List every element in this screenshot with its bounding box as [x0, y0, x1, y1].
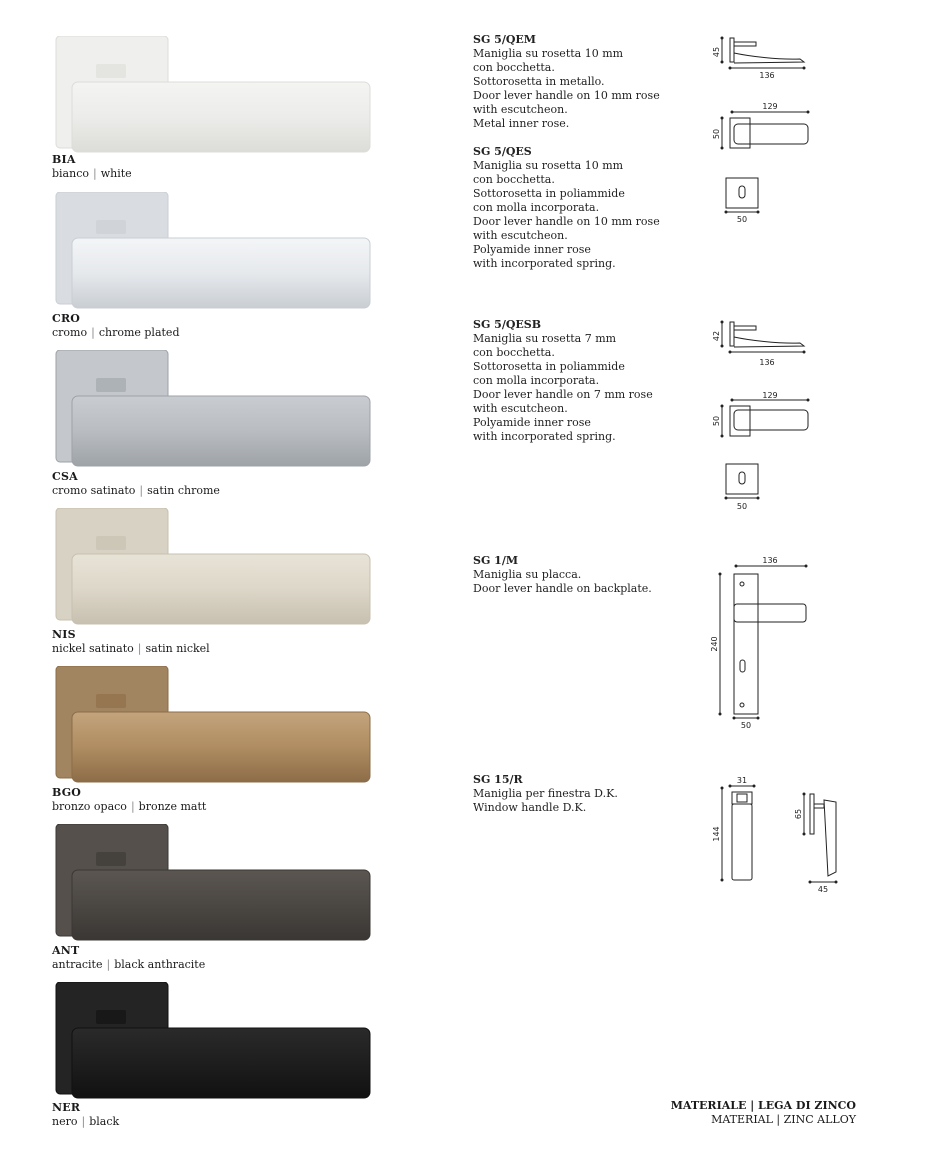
product-line: con bocchetta.	[473, 173, 555, 186]
finish-name	[52, 326, 179, 340]
dim-width: 50	[736, 502, 748, 511]
dim-length: 129	[762, 391, 778, 400]
finish-italian: antracite	[52, 958, 103, 971]
separator: |	[139, 484, 144, 497]
drawing-escutcheon	[718, 460, 768, 514]
finish-code: NIS	[52, 628, 76, 641]
material-italian: MATERIALE | LEGA DI ZINCO	[670, 1099, 856, 1112]
finish-english: satin chrome	[147, 484, 220, 497]
handle-image	[52, 508, 382, 626]
escutcheon-drawing	[718, 172, 768, 228]
drawing-escutcheon	[718, 172, 768, 228]
product-line: Metal inner rose.	[473, 117, 570, 130]
finish-caption	[52, 470, 220, 498]
product-line: Door lever handle on 10 mm rose	[473, 89, 660, 102]
handle-image	[52, 192, 382, 310]
separator: |	[93, 167, 97, 180]
dim-height: 42	[712, 330, 721, 342]
dim-length: 136	[759, 71, 775, 80]
product-line: with escutcheon.	[473, 229, 568, 242]
product-code: SG 5/QESB	[473, 318, 542, 331]
finish-code: NER	[52, 1101, 81, 1114]
dim-width: 31	[736, 776, 748, 785]
handle-top-drawing	[708, 390, 818, 446]
handle-image	[52, 350, 382, 468]
product-code: SG 5/QES	[473, 145, 532, 158]
drawing-window-handle-front	[706, 772, 766, 886]
handle-side-drawing	[708, 34, 818, 84]
finish-code: BGO	[52, 786, 82, 799]
drawing-side-view	[708, 34, 818, 84]
finish-name	[52, 642, 210, 656]
product-line: Sottorosetta in metallo.	[473, 75, 605, 88]
product-line: Sottorosetta in poliammide	[473, 187, 625, 200]
handle-image	[52, 982, 382, 1100]
finish-name	[52, 1115, 119, 1129]
product-sg5-qem	[473, 33, 660, 131]
window-handle-side-drawing	[790, 790, 850, 896]
drawing-side-view	[708, 318, 818, 372]
finish-name	[52, 958, 205, 972]
finish-italian: nickel satinato	[52, 642, 134, 655]
drawing-window-handle-side	[790, 790, 850, 896]
separator: |	[81, 1115, 86, 1128]
finish-caption	[52, 944, 205, 972]
product-line: Polyamide inner rose	[473, 416, 591, 429]
dim-height: 144	[712, 826, 721, 842]
dim-length: 129	[762, 102, 778, 111]
separator: |	[106, 958, 111, 971]
finish-english: black anthracite	[114, 958, 206, 971]
dim-length: 136	[759, 358, 775, 367]
dim-height: 50	[712, 128, 721, 140]
handle-illustration	[52, 36, 382, 154]
material-note	[671, 1099, 856, 1127]
handle-illustration	[52, 824, 382, 942]
material-english: MATERIAL | ZINC ALLOY	[711, 1113, 856, 1126]
product-line: Door lever handle on backplate.	[473, 582, 652, 595]
drawing-backplate	[706, 552, 816, 734]
dim-width: 45	[817, 885, 829, 894]
product-line: Door lever handle on 7 mm rose	[473, 388, 653, 401]
finish-italian: bronzo opaco	[52, 800, 127, 813]
product-sg15-r	[473, 773, 618, 815]
product-line: with incorporated spring.	[473, 430, 616, 443]
product-line: con bocchetta.	[473, 61, 555, 74]
finish-english: white	[100, 167, 132, 180]
finish-italian: cromo	[52, 326, 88, 339]
handle-illustration	[52, 508, 382, 626]
product-line: con molla incorporata.	[473, 374, 600, 387]
product-line: Maniglia per finestra D.K.	[473, 787, 618, 800]
finish-name	[52, 484, 220, 498]
finish-english: black	[89, 1115, 120, 1128]
handle-image	[52, 666, 382, 784]
dim-length: 136	[762, 556, 778, 565]
product-line: Polyamide inner rose	[473, 243, 591, 256]
dim-width: 50	[740, 721, 752, 730]
finish-italian: nero	[52, 1115, 78, 1128]
product-line: con molla incorporata.	[473, 201, 600, 214]
window-handle-front-drawing	[706, 772, 766, 886]
finish-english: satin nickel	[145, 642, 210, 655]
dim-height: 65	[794, 808, 803, 820]
handle-top-drawing	[708, 100, 818, 160]
dim-height: 50	[712, 415, 721, 427]
product-sg5-qes	[473, 145, 660, 271]
product-line: with escutcheon.	[473, 402, 568, 415]
handle-illustration	[52, 350, 382, 468]
finish-code: ANT	[52, 944, 80, 957]
finish-code: BIA	[52, 153, 76, 166]
product-line: Maniglia su rosetta 10 mm	[473, 47, 624, 60]
finish-caption	[52, 786, 206, 814]
finish-code: CRO	[52, 312, 81, 325]
drawing-top-view	[708, 100, 818, 160]
product-line: Maniglia su rosetta 10 mm	[473, 159, 624, 172]
finish-code: CSA	[52, 470, 78, 483]
finish-caption	[52, 312, 179, 340]
finish-caption	[52, 1101, 119, 1129]
backplate-drawing	[706, 552, 816, 734]
dim-height: 240	[710, 636, 719, 652]
product-line: Sottorosetta in poliammide	[473, 360, 625, 373]
finish-name	[52, 800, 206, 814]
dim-height: 45	[712, 46, 721, 58]
product-code: SG 5/QEM	[473, 33, 536, 46]
finish-italian: bianco	[52, 167, 89, 180]
product-sg5-qesb	[473, 318, 653, 444]
escutcheon-drawing	[718, 460, 768, 514]
product-line: Window handle D.K.	[473, 801, 587, 814]
finish-name	[52, 167, 132, 181]
product-code: SG 15/R	[473, 773, 523, 786]
finish-english: bronze matt	[138, 800, 207, 813]
handle-side-drawing	[708, 318, 818, 372]
separator: |	[137, 642, 142, 655]
product-line: with escutcheon.	[473, 103, 568, 116]
handle-illustration	[52, 192, 382, 310]
handle-illustration	[52, 982, 382, 1100]
product-line: Door lever handle on 10 mm rose	[473, 215, 660, 228]
finish-caption	[52, 153, 132, 181]
finish-english: chrome plated	[98, 326, 180, 339]
finish-caption	[52, 628, 210, 656]
product-line: Maniglia su rosetta 7 mm	[473, 332, 617, 345]
handle-illustration	[52, 666, 382, 784]
product-code: SG 1/M	[473, 554, 519, 567]
product-line: with incorporated spring.	[473, 257, 616, 270]
separator: |	[91, 326, 95, 339]
product-line: Maniglia su placca.	[473, 568, 582, 581]
product-sg1-m	[473, 554, 652, 596]
separator: |	[130, 800, 135, 813]
drawing-top-view	[708, 390, 818, 446]
handle-image	[52, 824, 382, 942]
dim-width: 50	[736, 215, 748, 224]
finish-italian: cromo satinato	[52, 484, 136, 497]
product-line: con bocchetta.	[473, 346, 555, 359]
handle-image	[52, 36, 382, 154]
